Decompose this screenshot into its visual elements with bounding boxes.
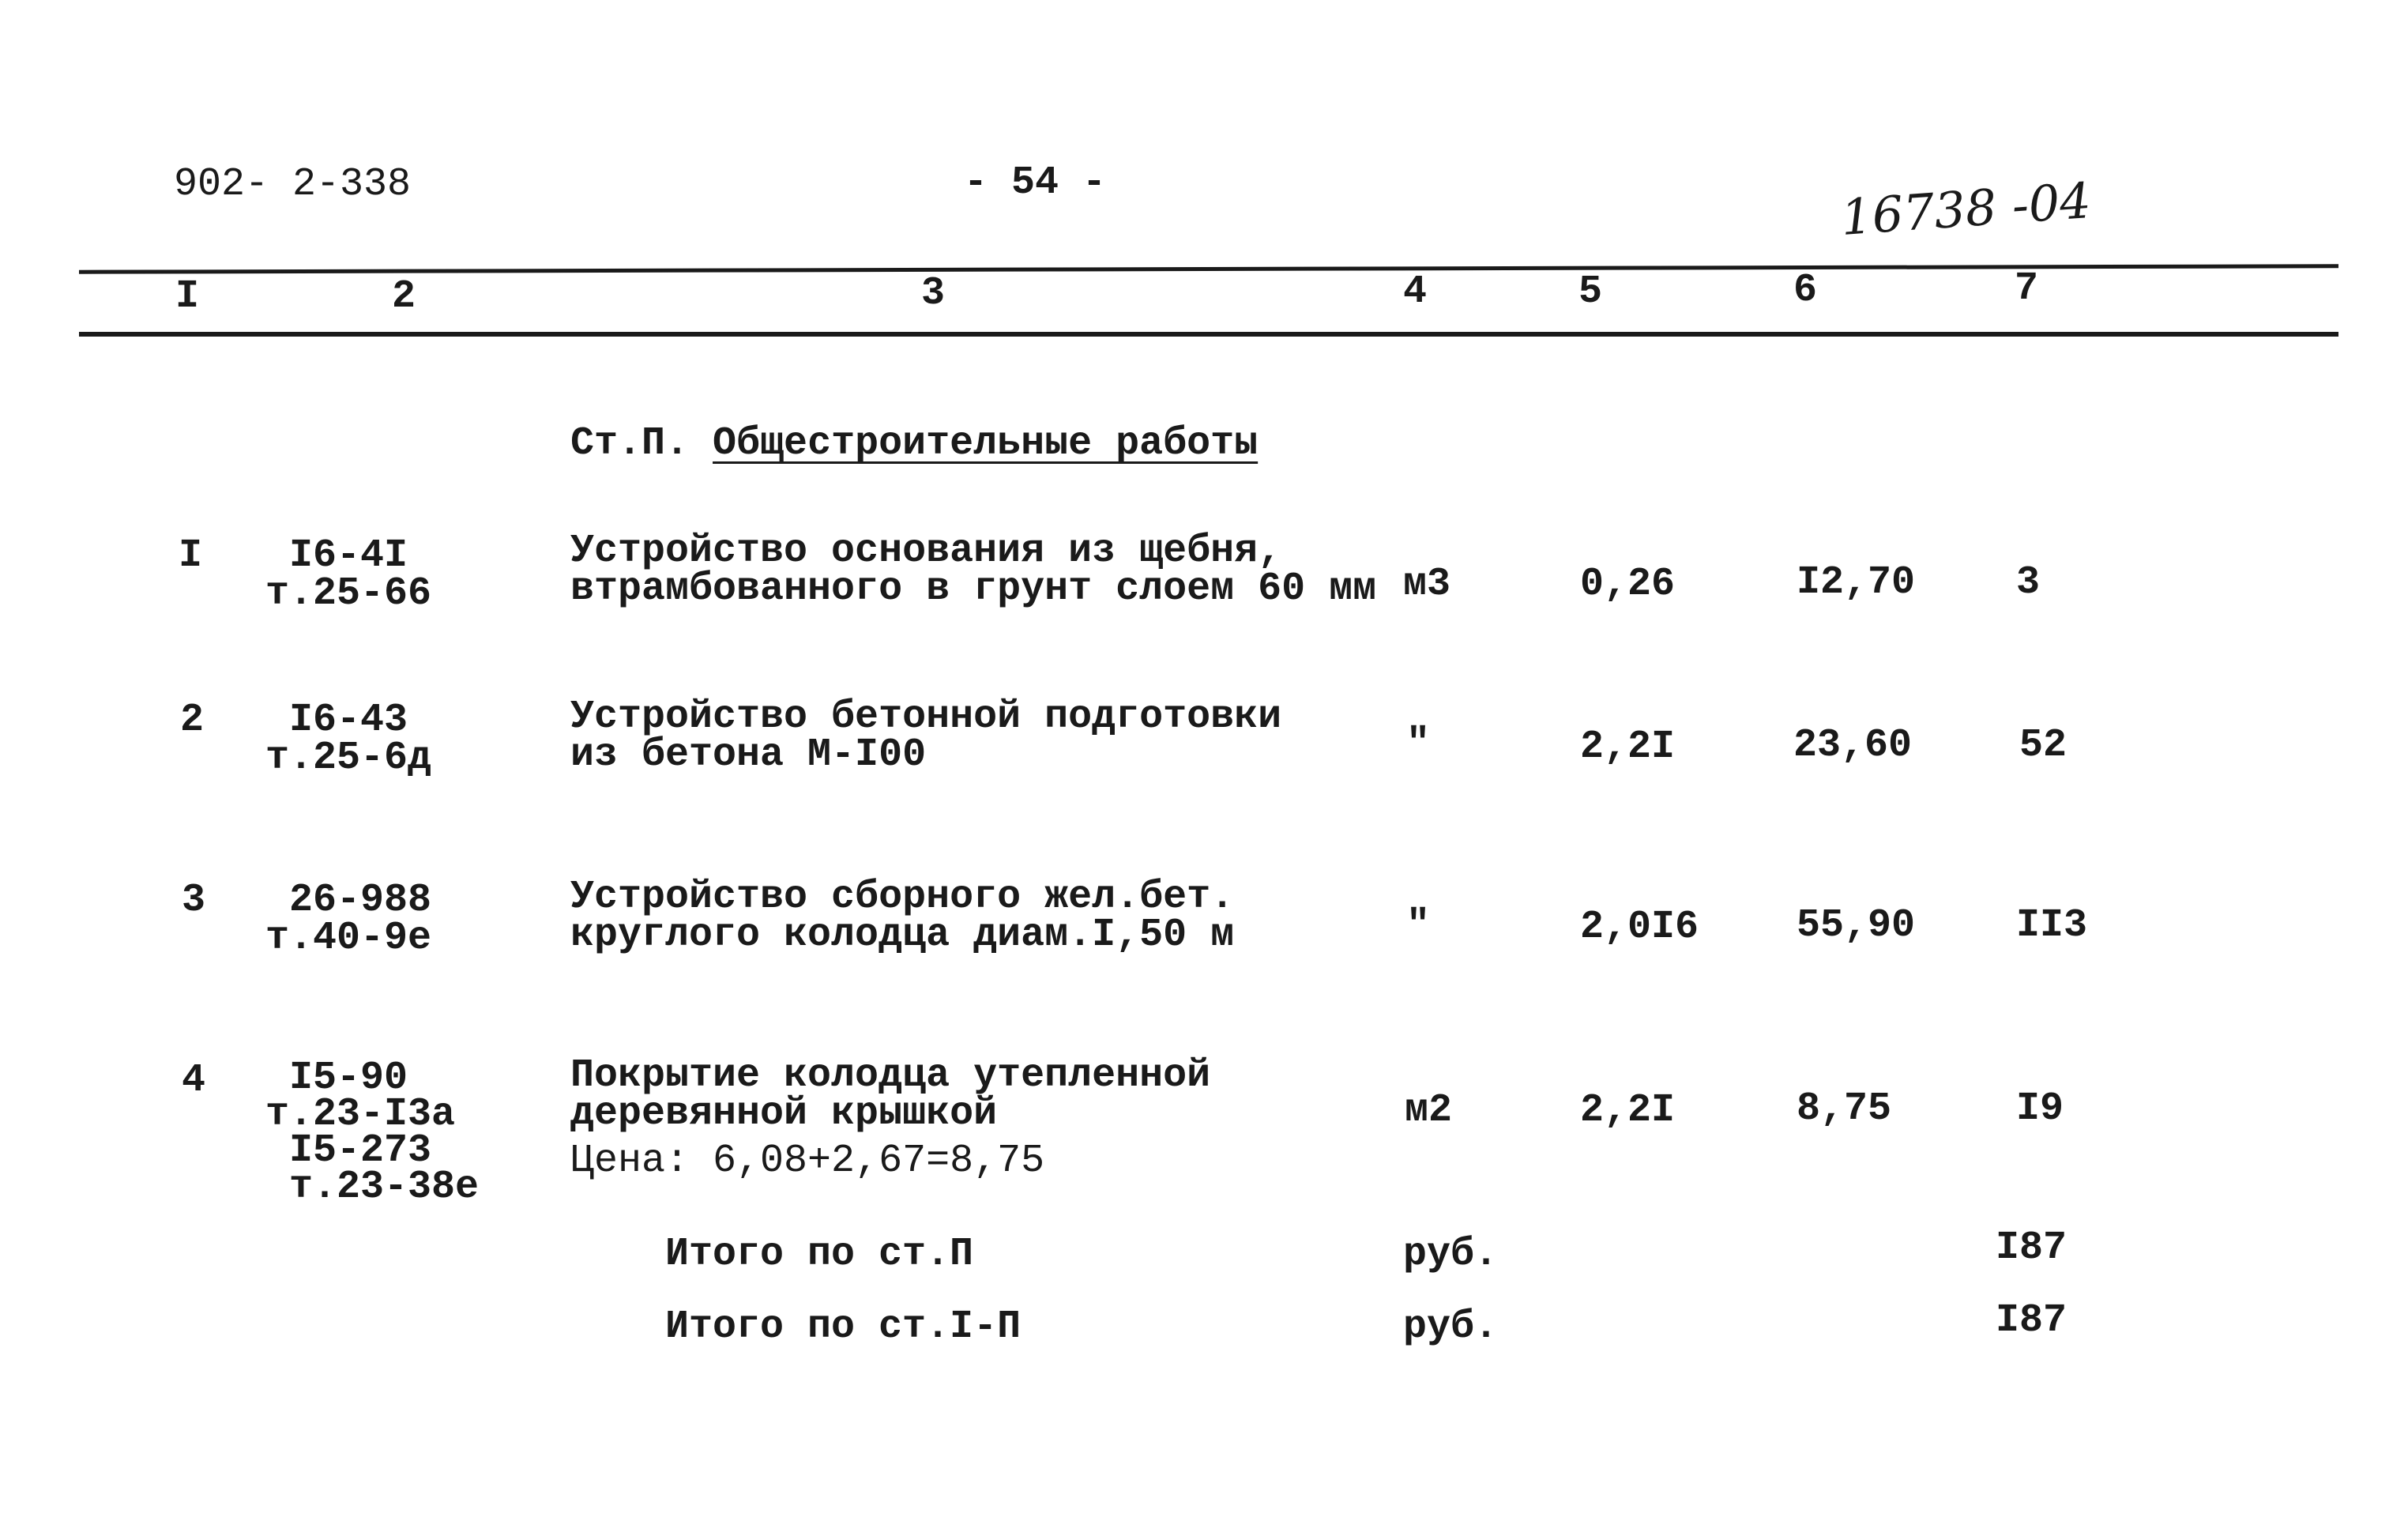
description-line: круглого колодца диам.I,50 м [570,913,1235,958]
row-quantity: 0,26 [1580,562,1676,607]
row-price: 55,90 [1797,903,1916,948]
total-unit: руб. [1403,1305,1499,1350]
description-line: деревянной крышкой [570,1091,998,1136]
total-value: I87 [1996,1225,2067,1271]
row-quantity: 2,2I [1580,1088,1676,1133]
column-header-4: 4 [1403,269,1428,314]
row-unit: " [1406,903,1431,948]
row-total: II3 [2016,903,2088,948]
row-price: 23,60 [1793,723,1913,768]
row-total: 3 [2016,560,2041,605]
description-line: Покрытие колодца утепленной [570,1053,1211,1098]
norm-code: I6-4I [289,533,408,578]
column-header-7: 7 [2015,266,2039,311]
total-value: I87 [1996,1298,2067,1343]
row-codes [265,698,432,781]
row-codes [265,533,432,616]
description-line: втрамбованного в грунт слоем 60 мм [570,567,1377,612]
row-unit: " [1406,721,1431,766]
header-top-rule [79,264,2338,273]
column-header-2: 2 [392,274,416,319]
description-line: из бетона М-I00 [570,732,927,777]
row-number: 4 [182,1058,206,1103]
total-label: Итого по ст.I-П [665,1305,1022,1350]
row-unit: м3 [1403,562,1451,607]
page-number: - 54 - [964,160,1107,205]
row-description [570,1053,1211,1136]
column-header-6: 6 [1793,268,1818,313]
row-description [570,529,1377,612]
row-codes [265,1056,480,1210]
row-number: 2 [180,698,205,743]
total-label: Итого по ст.П [665,1232,974,1277]
column-header-3: 3 [921,271,946,316]
row-price: 8,75 [1797,1086,1892,1131]
row-price: I2,70 [1797,560,1916,605]
row-unit: м2 [1405,1088,1453,1133]
price-table-code: т.23-I3а [265,1092,456,1137]
price-table-code: т.40-9е [265,916,432,961]
section-name: Общестроительные работы [713,421,1259,466]
row-total: I9 [2016,1086,2064,1131]
norm-code: 26-988 [289,878,432,923]
row-total: 52 [2019,723,2067,768]
price-table-code: т.25-6д [265,736,432,781]
norm-code: I6-43 [289,698,408,743]
row-number: I [179,533,203,578]
description-line: Устройство бетонной подготовки [570,695,1282,740]
description-line: Устройство основания из щебня, [570,529,1282,574]
description-line: Устройство сборного жел.бет. [570,875,1235,920]
column-header-1: I [175,274,200,319]
row-description [570,695,1282,777]
norm-code: I5-273 [289,1128,432,1173]
price-table-code: т.25-66 [265,571,432,616]
total-unit: руб. [1403,1232,1499,1277]
row-quantity: 2,0I6 [1580,905,1699,950]
handwritten-reference: 16738 -04 [1838,171,2093,247]
column-header-5: 5 [1578,269,1603,314]
document-number: 902- 2-338 [174,162,412,207]
section-title [570,421,1259,466]
row-description [570,875,1235,958]
row-quantity: 2,2I [1580,725,1676,770]
norm-code: I5-90 [289,1056,408,1101]
row-codes [265,878,432,961]
section-prefix: Ст.П. [570,421,690,466]
price-table-code: т.23-38е [289,1165,480,1210]
row-number: 3 [182,878,206,923]
header-bottom-rule [79,332,2338,337]
price-note: Цена: 6,08+2,67=8,75 [570,1139,1045,1184]
